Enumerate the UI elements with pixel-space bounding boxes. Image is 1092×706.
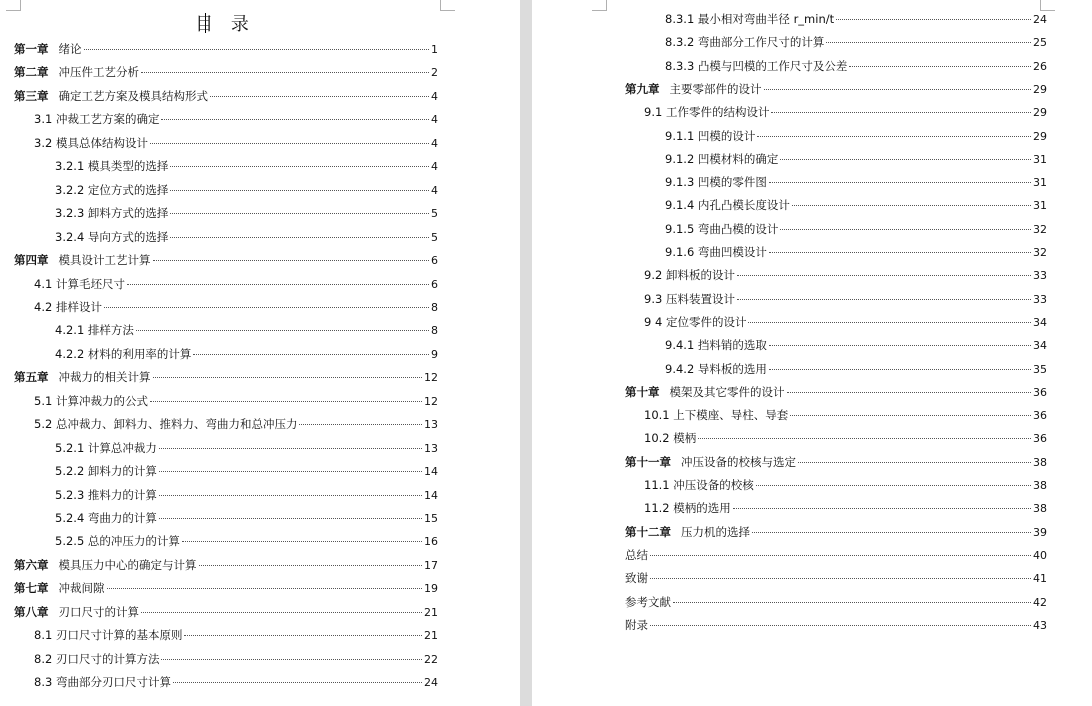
toc-page-number: 29 bbox=[1033, 82, 1047, 96]
toc-entry[interactable] bbox=[625, 616, 1047, 634]
toc-page-number: 8 bbox=[431, 300, 438, 314]
toc-dot-leader bbox=[780, 149, 1031, 160]
toc-entry-text: 3.2.1 模具类型的选择 bbox=[55, 159, 169, 174]
toc-page-number: 14 bbox=[424, 488, 438, 502]
toc-entry[interactable] bbox=[55, 439, 438, 457]
toc-dot-leader bbox=[673, 592, 1031, 603]
toc-entry-text: 5.2.2 卸料力的计算 bbox=[55, 464, 157, 479]
toc-entry[interactable] bbox=[665, 57, 1047, 75]
toc-page-number: 32 bbox=[1033, 246, 1047, 259]
toc-entry-label bbox=[644, 499, 731, 517]
toc-page-number: 36 bbox=[1033, 385, 1047, 399]
toc-entry-text: 冲压设备的校核与选定 bbox=[681, 454, 796, 469]
toc-page-number: 31 bbox=[1033, 176, 1047, 190]
toc-page-number: 41 bbox=[1033, 572, 1047, 586]
toc-dot-leader bbox=[698, 428, 1031, 439]
toc-dot-leader bbox=[170, 180, 429, 191]
toc-entry-label bbox=[55, 509, 157, 527]
toc-entry-text: 9.1.6 弯曲凹模设计 bbox=[665, 245, 767, 259]
toc-page-number: 40 bbox=[1033, 548, 1047, 562]
toc-dot-leader bbox=[769, 359, 1031, 370]
toc-entry-label bbox=[14, 40, 82, 58]
toc-dot-leader bbox=[161, 649, 422, 660]
toc-entry-text: 10.2 模柄 bbox=[644, 431, 697, 446]
toc-entry-label bbox=[644, 266, 735, 284]
toc-entry[interactable] bbox=[625, 569, 1047, 587]
toc-page-number: 4 bbox=[431, 113, 438, 127]
toc-entry[interactable] bbox=[665, 33, 1047, 51]
toc-entry-text: 刃口尺寸的计算 bbox=[58, 604, 139, 619]
toc-entry[interactable] bbox=[665, 10, 1047, 28]
toc-entry-text: 3.2 模具总体结构设计 bbox=[34, 135, 148, 150]
toc-entry-label bbox=[665, 220, 778, 238]
toc-dot-leader bbox=[107, 578, 423, 589]
toc-dot-leader bbox=[769, 172, 1031, 183]
toc-entry[interactable] bbox=[665, 127, 1047, 145]
toc-entry[interactable] bbox=[625, 383, 1047, 401]
toc-page-number: 38 bbox=[1033, 455, 1047, 469]
toc-dot-leader bbox=[170, 156, 429, 167]
toc-entry-label bbox=[644, 103, 769, 121]
toc-entry[interactable] bbox=[14, 87, 438, 105]
toc-entry-label bbox=[665, 336, 767, 354]
toc-page-number: 14 bbox=[424, 465, 438, 479]
toc-entry-text: 参考文献 bbox=[625, 594, 671, 609]
toc-chapter-number: 第七章 bbox=[14, 581, 49, 596]
toc-entry-label bbox=[665, 243, 767, 261]
toc-page-number: 4 bbox=[431, 89, 438, 103]
toc-dot-leader bbox=[159, 508, 422, 519]
toc-page-number: 21 bbox=[424, 605, 438, 619]
toc-entry-label bbox=[665, 360, 767, 378]
toc-dot-leader bbox=[769, 242, 1031, 253]
toc-chapter-number: 第六章 bbox=[14, 557, 49, 572]
toc-dot-leader bbox=[170, 203, 429, 214]
toc-page-number: 36 bbox=[1033, 432, 1047, 446]
toc-entry-label bbox=[34, 298, 102, 316]
toc-entry-label bbox=[14, 556, 197, 574]
toc-entry[interactable] bbox=[665, 150, 1047, 168]
toc-entry-text: 9 4 定位零件的设计 bbox=[644, 314, 747, 329]
toc-page-number: 4 bbox=[431, 160, 438, 174]
toc-entry[interactable] bbox=[644, 429, 1047, 447]
toc-entry[interactable] bbox=[55, 509, 438, 527]
toc-dot-leader bbox=[780, 219, 1031, 230]
toc-page-number: 31 bbox=[1033, 199, 1047, 213]
toc-entry-label bbox=[55, 345, 191, 363]
toc-dot-leader bbox=[752, 522, 1031, 533]
toc-page-number: 33 bbox=[1033, 292, 1047, 306]
toc-page-number: 8 bbox=[431, 324, 438, 338]
toc-entry-text: 4.2.1 排样方法 bbox=[55, 323, 134, 338]
toc-entry[interactable] bbox=[625, 546, 1047, 564]
toc-entry-label bbox=[55, 486, 157, 504]
toc-entry-label bbox=[34, 626, 182, 644]
toc-title: 目 录 bbox=[195, 14, 255, 35]
page-gutter bbox=[520, 0, 532, 706]
toc-entry[interactable] bbox=[665, 220, 1047, 238]
toc-entry-text: 3.1 冲裁工艺方案的确定 bbox=[34, 112, 160, 127]
toc-dot-leader bbox=[141, 602, 422, 613]
toc-entry-label bbox=[665, 127, 755, 145]
toc-entry-text: 9.1 工作零件的结构设计 bbox=[644, 105, 770, 120]
toc-entry-text: 8.3 弯曲部分刃口尺寸计算 bbox=[34, 675, 171, 690]
toc-entry[interactable] bbox=[55, 532, 438, 550]
toc-page-number: 16 bbox=[424, 535, 438, 549]
toc-dot-leader bbox=[650, 545, 1031, 556]
toc-entry-label bbox=[14, 63, 139, 81]
toc-dot-leader bbox=[127, 274, 429, 285]
toc-dot-leader bbox=[737, 265, 1031, 276]
toc-entry-label bbox=[14, 251, 151, 269]
toc-entry[interactable] bbox=[644, 313, 1047, 331]
toc-entry-label bbox=[665, 10, 834, 28]
toc-entry[interactable] bbox=[625, 80, 1047, 98]
toc-chapter-number: 第九章 bbox=[625, 81, 660, 96]
toc-entry-text: 10.1 上下模座、导柱、导套 bbox=[644, 408, 789, 423]
toc-dot-leader bbox=[787, 382, 1032, 393]
toc-dot-leader bbox=[849, 56, 1031, 67]
toc-entry-text: 8.3.1 最小相对弯曲半径 r_min/t bbox=[665, 12, 835, 26]
toc-entry[interactable] bbox=[644, 499, 1047, 517]
toc-entry-text: 8.3.3 凸模与凹模的工作尺寸及公差 bbox=[665, 58, 848, 73]
crop-mark bbox=[592, 0, 607, 11]
toc-entry-label bbox=[625, 546, 648, 564]
toc-dot-leader bbox=[299, 414, 422, 425]
toc-page-number: 36 bbox=[1033, 409, 1047, 423]
toc-page-number: 2 bbox=[431, 66, 438, 80]
toc-page-number: 29 bbox=[1033, 129, 1047, 143]
toc-dot-leader bbox=[150, 133, 429, 144]
toc-entry-label bbox=[55, 228, 168, 246]
toc-entry-label bbox=[34, 392, 148, 410]
toc-entry[interactable] bbox=[644, 406, 1047, 424]
toc-page-number: 39 bbox=[1033, 525, 1047, 539]
toc-dot-leader bbox=[153, 367, 423, 378]
toc-entry[interactable] bbox=[55, 228, 438, 246]
toc-page-number: 31 bbox=[1033, 152, 1047, 166]
toc-entry[interactable] bbox=[14, 63, 438, 81]
toc-entry[interactable] bbox=[14, 368, 438, 386]
toc-entry-label bbox=[665, 173, 767, 191]
toc-entry-label bbox=[55, 321, 134, 339]
toc-entry-text: 8.1 刃口尺寸计算的基本原则 bbox=[34, 628, 183, 643]
toc-entry[interactable] bbox=[14, 40, 438, 58]
toc-entry-text: 9.4.1 挡料销的选取 bbox=[665, 338, 767, 353]
document-page-left bbox=[0, 0, 520, 706]
toc-entry-label bbox=[55, 157, 168, 175]
toc-entry-text: 9.1.3 凹模的零件图 bbox=[665, 175, 767, 190]
toc-entry-label bbox=[625, 523, 750, 541]
toc-entry-text: 主要零部件的设计 bbox=[669, 81, 762, 96]
toc-entry-label bbox=[644, 429, 696, 447]
toc-entry[interactable] bbox=[14, 556, 438, 574]
toc-entry-label bbox=[14, 603, 139, 621]
toc-entry-text: 4.2.2 材料的利用率的计算 bbox=[55, 346, 192, 361]
toc-page-number: 21 bbox=[424, 629, 438, 643]
toc-page-number: 29 bbox=[1033, 106, 1047, 120]
toc-entry-text: 3.2.4 导向方式的选择 bbox=[55, 229, 169, 244]
toc-entry[interactable] bbox=[55, 157, 438, 175]
toc-dot-leader bbox=[748, 312, 1031, 323]
toc-entry-label bbox=[625, 80, 762, 98]
toc-entry-text: 9.1.4 内孔凸模长度设计 bbox=[665, 198, 790, 213]
toc-entry-text: 4.1 计算毛坯尺寸 bbox=[34, 276, 125, 291]
toc-entry[interactable] bbox=[34, 134, 438, 152]
toc-dot-leader bbox=[210, 86, 429, 97]
toc-dot-leader bbox=[136, 320, 429, 331]
toc-page-number: 34 bbox=[1033, 339, 1047, 353]
toc-entry-text: 压力机的选择 bbox=[681, 524, 750, 539]
toc-entry-label bbox=[14, 368, 151, 386]
toc-entry-label bbox=[55, 439, 157, 457]
toc-entry-label bbox=[665, 196, 790, 214]
toc-dot-leader bbox=[836, 9, 1031, 20]
toc-entry-text: 5.2 总冲裁力、卸料力、推料力、弯曲力和总冲压力 bbox=[34, 417, 298, 432]
toc-dot-leader bbox=[159, 461, 422, 472]
toc-entry-label bbox=[34, 650, 159, 668]
toc-page-number: 22 bbox=[424, 652, 438, 666]
toc-dot-leader bbox=[150, 391, 422, 402]
toc-entry-label bbox=[625, 383, 785, 401]
toc-entry-text: 9.4.2 导料板的选用 bbox=[665, 361, 767, 376]
toc-entry-text: 模具设计工艺计算 bbox=[58, 253, 151, 268]
toc-dot-leader bbox=[771, 102, 1031, 113]
toc-entry-text: 9.2 卸料板的设计 bbox=[644, 268, 735, 283]
toc-entry[interactable] bbox=[644, 103, 1047, 121]
toc-dot-leader bbox=[161, 109, 429, 120]
toc-entry[interactable] bbox=[34, 298, 438, 316]
toc-entry[interactable] bbox=[644, 266, 1047, 284]
toc-entry-text: 冲压件工艺分析 bbox=[58, 65, 139, 80]
toc-dot-leader bbox=[104, 297, 429, 308]
toc-entry-text: 8.2 刃口尺寸的计算方法 bbox=[34, 651, 160, 666]
toc-page-number: 35 bbox=[1033, 362, 1047, 376]
toc-entry-text: 4.2 排样设计 bbox=[34, 299, 102, 314]
toc-page-number: 5 bbox=[431, 230, 438, 244]
toc-entry[interactable] bbox=[34, 650, 438, 668]
toc-entry-label bbox=[665, 33, 824, 51]
toc-entry-label bbox=[625, 616, 648, 634]
toc-dot-leader bbox=[798, 452, 1031, 463]
toc-dot-leader bbox=[159, 485, 422, 496]
toc-page-number: 12 bbox=[424, 394, 438, 408]
toc-dot-leader bbox=[650, 615, 1031, 626]
toc-page-number: 9 bbox=[431, 347, 438, 361]
toc-page-number: 24 bbox=[1033, 13, 1047, 26]
toc-entry[interactable] bbox=[665, 173, 1047, 191]
toc-entry[interactable] bbox=[625, 593, 1047, 611]
toc-page-number: 34 bbox=[1033, 315, 1047, 329]
toc-entry[interactable] bbox=[34, 415, 438, 433]
toc-entry-label bbox=[665, 57, 847, 75]
toc-entry-text: 9.3 压料装置设计 bbox=[644, 291, 735, 306]
toc-dot-leader bbox=[182, 531, 422, 542]
toc-entry-text: 总结 bbox=[625, 547, 648, 562]
toc-chapter-number: 第二章 bbox=[14, 65, 49, 80]
toc-dot-leader bbox=[769, 335, 1031, 346]
toc-entry-label bbox=[644, 406, 788, 424]
toc-page-number: 26 bbox=[1033, 59, 1047, 73]
toc-entry[interactable] bbox=[665, 196, 1047, 214]
toc-entry[interactable] bbox=[55, 462, 438, 480]
toc-entry-text: 11.1 冲压设备的校核 bbox=[644, 478, 754, 492]
toc-entry-label bbox=[34, 275, 125, 293]
toc-chapter-number: 第八章 bbox=[14, 604, 49, 619]
toc-entry-label bbox=[625, 453, 796, 471]
toc-entry[interactable] bbox=[14, 251, 438, 269]
toc-entry-label bbox=[625, 569, 648, 587]
toc-entry[interactable] bbox=[34, 392, 438, 410]
toc-dot-leader bbox=[153, 250, 430, 261]
toc-dot-leader bbox=[84, 39, 430, 50]
toc-dot-leader bbox=[733, 498, 1031, 509]
toc-entry[interactable] bbox=[34, 626, 438, 644]
toc-dot-leader bbox=[650, 568, 1031, 579]
toc-entry-text: 5.2.1 计算总冲裁力 bbox=[55, 440, 157, 455]
toc-dot-leader bbox=[184, 625, 422, 636]
toc-page-number: 33 bbox=[1033, 269, 1047, 283]
toc-dot-leader bbox=[141, 62, 429, 73]
toc-entry-label bbox=[644, 476, 754, 494]
toc-entry-text: 5.2.5 总的冲压力的计算 bbox=[55, 534, 180, 549]
toc-entry[interactable] bbox=[625, 453, 1047, 471]
toc-entry[interactable] bbox=[14, 603, 438, 621]
toc-entry-text: 3.2.2 定位方式的选择 bbox=[55, 182, 169, 197]
toc-entry[interactable] bbox=[55, 486, 438, 504]
toc-entry-text: 5.2.4 弯曲力的计算 bbox=[55, 511, 157, 525]
toc-entry-text: 冲裁力的相关计算 bbox=[58, 370, 151, 385]
toc-entry-label bbox=[55, 204, 168, 222]
toc-entry[interactable] bbox=[665, 243, 1047, 261]
toc-page-number: 5 bbox=[431, 207, 438, 221]
toc-entry-label bbox=[644, 313, 746, 331]
toc-entry-text: 致谢 bbox=[625, 571, 648, 586]
toc-entry[interactable] bbox=[644, 476, 1047, 494]
toc-entry[interactable] bbox=[34, 110, 438, 128]
toc-chapter-number: 第一章 bbox=[14, 42, 49, 56]
toc-entry[interactable] bbox=[665, 336, 1047, 354]
toc-page-number: 38 bbox=[1033, 502, 1047, 516]
toc-page-number: 13 bbox=[424, 418, 438, 432]
toc-entry-text: 模具压力中心的确定与计算 bbox=[58, 557, 197, 572]
toc-entry-text: 冲裁间隙 bbox=[58, 581, 105, 596]
toc-dot-leader bbox=[170, 227, 429, 238]
toc-dot-leader bbox=[199, 555, 423, 566]
toc-chapter-number: 第四章 bbox=[14, 253, 49, 268]
toc-page-number: 4 bbox=[431, 136, 438, 150]
toc-entry-label bbox=[55, 532, 180, 550]
toc-entry[interactable] bbox=[34, 275, 438, 293]
toc-page-number: 17 bbox=[424, 558, 438, 572]
toc-page-number: 15 bbox=[424, 512, 438, 525]
toc-chapter-number: 第十章 bbox=[625, 384, 660, 399]
document-page-right bbox=[532, 0, 1092, 706]
toc-entry[interactable] bbox=[55, 204, 438, 222]
toc-page-number: 25 bbox=[1033, 36, 1047, 50]
toc-entry-text: 9.1.5 弯曲凸模的设计 bbox=[665, 221, 779, 236]
toc-chapter-number: 第十二章 bbox=[625, 524, 671, 539]
toc-page-number: 13 bbox=[424, 441, 438, 455]
toc-page-number: 43 bbox=[1033, 618, 1047, 632]
toc-entry[interactable] bbox=[55, 181, 438, 199]
toc-entry-text: 9.1.2 凹模材料的确定 bbox=[665, 151, 779, 166]
toc-dot-leader bbox=[193, 344, 429, 355]
toc-page-number: 1 bbox=[431, 43, 438, 56]
toc-entry[interactable] bbox=[665, 360, 1047, 378]
toc-chapter-number: 第十一章 bbox=[625, 454, 671, 469]
toc-dot-leader bbox=[826, 32, 1031, 43]
toc-entry-text: 5.1 计算冲裁力的公式 bbox=[34, 393, 148, 408]
toc-entry-text: 模架及其它零件的设计 bbox=[669, 384, 785, 399]
toc-dot-leader bbox=[159, 438, 422, 449]
toc-entry[interactable] bbox=[34, 673, 438, 691]
toc-entry-label bbox=[665, 150, 778, 168]
toc-entry[interactable] bbox=[625, 523, 1047, 541]
toc-entry-label bbox=[644, 290, 735, 308]
toc-page-number: 4 bbox=[431, 183, 438, 197]
toc-entry-text: 8.3.2 弯曲部分工作尺寸的计算 bbox=[665, 35, 825, 50]
toc-entry-text: 绪论 bbox=[58, 42, 82, 56]
toc-entry-label bbox=[14, 87, 208, 105]
toc-dot-leader bbox=[737, 289, 1031, 300]
toc-page-number: 19 bbox=[424, 582, 438, 596]
toc-entry-label bbox=[34, 134, 148, 152]
toc-entry-text: 5.2.3 推料力的计算 bbox=[55, 487, 157, 502]
toc-page-number: 12 bbox=[424, 371, 438, 385]
toc-entry-text: 3.2.3 卸料方式的选择 bbox=[55, 206, 169, 221]
toc-entry[interactable] bbox=[644, 290, 1047, 308]
toc-entry-label bbox=[34, 673, 171, 691]
toc-dot-leader bbox=[790, 405, 1031, 416]
toc-entry-label bbox=[55, 181, 168, 199]
toc-entry-label bbox=[34, 415, 297, 433]
toc-page-number: 42 bbox=[1033, 595, 1047, 609]
toc-entry-text: 11.2 模柄的选用 bbox=[644, 501, 731, 516]
toc-page-number: 32 bbox=[1033, 222, 1047, 236]
toc-dot-leader bbox=[173, 672, 422, 683]
toc-dot-leader bbox=[764, 79, 1032, 90]
toc-entry-text: 9.1.1 凹模的设计 bbox=[665, 128, 756, 143]
toc-entry-label bbox=[14, 579, 105, 597]
toc-page-number: 6 bbox=[431, 277, 438, 291]
toc-page-number: 6 bbox=[431, 254, 438, 268]
toc-entry-label bbox=[625, 593, 671, 611]
toc-entry-label bbox=[55, 462, 157, 480]
toc-entry[interactable] bbox=[14, 579, 438, 597]
toc-dot-leader bbox=[792, 195, 1031, 206]
toc-entry-text: 附录 bbox=[625, 617, 648, 632]
toc-entry-text: 确定工艺方案及模具结构形式 bbox=[58, 88, 208, 103]
toc-entry-label bbox=[34, 110, 159, 128]
toc-chapter-number: 第三章 bbox=[14, 88, 49, 103]
toc-page-number: 38 bbox=[1033, 479, 1047, 492]
toc-entry[interactable] bbox=[55, 345, 438, 363]
toc-chapter-number: 第五章 bbox=[14, 370, 49, 385]
toc-page-number: 24 bbox=[424, 676, 438, 690]
toc-entry[interactable] bbox=[55, 321, 438, 339]
toc-dot-leader bbox=[757, 126, 1031, 137]
toc-dot-leader bbox=[756, 475, 1031, 486]
